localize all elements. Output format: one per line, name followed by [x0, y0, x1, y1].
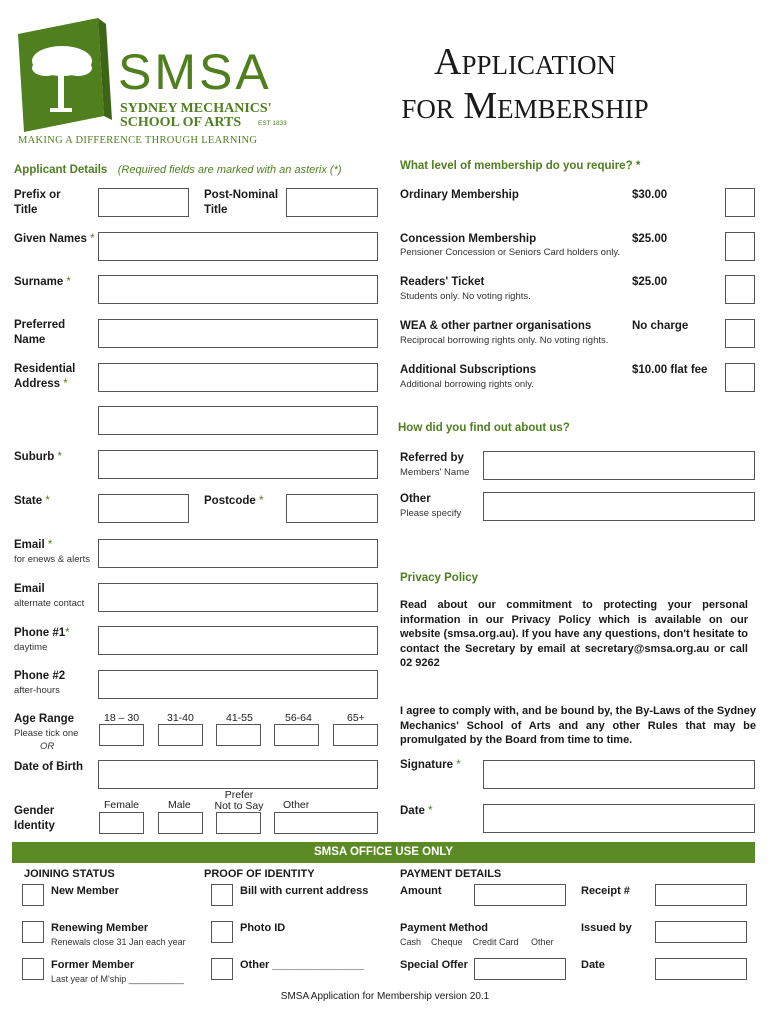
gender-prefer-2: Not to Say [214, 800, 264, 812]
amount-label: Amount [400, 885, 442, 897]
or-text: OR [40, 741, 55, 752]
given-names-text: Given Names [14, 233, 87, 245]
residential-address-input-1[interactable] [98, 363, 378, 392]
dob-input[interactable] [98, 760, 378, 789]
postcode-star: * [258, 495, 264, 507]
age-range-checkbox-3[interactable] [274, 724, 319, 746]
receipt-input[interactable] [655, 884, 747, 906]
age-range-checkbox-2[interactable] [216, 724, 261, 746]
surname-text: Surname [14, 276, 64, 288]
phone1-text: Phone #1 [14, 627, 66, 639]
logo-tagline: MAKING A DIFFERENCE THROUGH LEARNING [18, 135, 258, 146]
renewing-member-checkbox[interactable] [22, 921, 44, 943]
date-star: * [428, 805, 433, 817]
logo-line1: SYDNEY MECHANICS' [120, 101, 272, 116]
surname-input[interactable] [98, 275, 378, 304]
level-desc-4: Additional borrowing rights only. [400, 379, 534, 390]
find-question: How did you find out about us? [398, 422, 570, 434]
date-input[interactable] [483, 804, 755, 833]
email-alt-input[interactable] [98, 583, 378, 612]
surname-label [14, 275, 71, 290]
email-sub: for enews & alerts [14, 554, 91, 565]
state-label [14, 494, 50, 509]
preferred-text-1: Preferred [14, 319, 66, 331]
privacy-text: Read about our commitment to protecting your personal information in our Privacy Policy which is available on our website (smsa.org.au). If you have any questions, don't hesitate to contact the Secretary by email at secretary@smsa.org.au or call 02 9262 [400, 599, 748, 669]
level-checkbox-0[interactable] [725, 188, 755, 217]
receipt-label: Receipt # [581, 885, 630, 897]
logo-smsa: SMSA [118, 44, 272, 100]
email-input[interactable] [98, 539, 378, 568]
state-input[interactable] [98, 494, 189, 523]
email-label [14, 538, 90, 566]
age-range-checkbox-1[interactable] [158, 724, 203, 746]
signature-label [400, 758, 461, 773]
level-checkbox-2[interactable] [725, 275, 755, 304]
residential-text-1: Residential [14, 363, 76, 375]
dob-label: Date of Birth [14, 761, 83, 773]
tree-book-icon [14, 16, 124, 134]
age-range-label-0: 18 – 30 [104, 712, 140, 724]
title-line1: Application [434, 41, 616, 83]
level-checkbox-3[interactable] [725, 319, 755, 348]
state-star: * [45, 495, 50, 507]
find-other-input[interactable] [483, 492, 755, 521]
required-note: (Required fields are marked with an asterix (*) [117, 164, 342, 176]
prefix-label-2: Title [14, 204, 38, 216]
issued-by-input[interactable] [655, 921, 747, 943]
postcode-label [204, 494, 263, 509]
gender-checkbox-prefer[interactable] [216, 812, 261, 834]
prefix-label [14, 188, 61, 218]
postcode-text: Postcode [204, 495, 256, 507]
phone1-sub: daytime [14, 642, 48, 653]
phone2-sub: after-hours [14, 685, 60, 696]
proof-other-label: Other _______________ [240, 959, 365, 971]
referred-label [400, 451, 469, 479]
level-checkbox-1[interactable] [725, 232, 755, 261]
gender-input-other[interactable] [274, 812, 378, 834]
email-alt-text: Email [14, 583, 45, 595]
phone2-text: Phone #2 [14, 670, 66, 682]
renewal-note: Renewals close 31 Jan each year [51, 937, 186, 947]
gender-option-female: Female [104, 799, 140, 811]
level-name-4: Additional Subscriptions [400, 364, 537, 376]
page-title [340, 40, 710, 128]
logo-line2: SCHOOL OF ARTS [120, 115, 242, 130]
gender-text-1: Gender [14, 805, 55, 817]
membership-star: * [635, 160, 641, 172]
find-other-sub: Please specify [400, 508, 462, 519]
age-range-label-1: 31-40 [167, 712, 194, 724]
gender-checkbox-male[interactable] [158, 812, 203, 834]
phone2-input[interactable] [98, 670, 378, 699]
payment-heading: PAYMENT DETAILS [400, 868, 502, 880]
given-names-label [14, 232, 95, 247]
payment-methods: Cash Cheque Credit Card Other [400, 937, 554, 947]
privacy-heading: Privacy Policy [400, 572, 478, 584]
gender-option-male: Male [168, 799, 191, 811]
gender-label [14, 804, 55, 834]
applicant-heading-row [14, 160, 342, 178]
postnominal-label-2: Title [204, 204, 228, 216]
office-date-input[interactable] [655, 958, 747, 980]
level-name-0: Ordinary Membership [400, 189, 519, 201]
age-range-label-2: 41-55 [226, 712, 253, 724]
gender-option-other: Other [283, 799, 310, 811]
payment-method-label: Payment Method [400, 922, 489, 934]
suburb-text: Suburb [14, 451, 55, 463]
age-range-label-3: 56-64 [285, 712, 312, 724]
residential-address-label [14, 362, 75, 392]
issued-by-label: Issued by [581, 922, 632, 934]
postcode-input[interactable] [286, 494, 378, 523]
gender-prefer-1: Prefer [224, 789, 254, 801]
suburb-star: * [57, 451, 62, 463]
former-note: Last year of M'ship ___________ [51, 974, 184, 984]
gender-option-prefer [214, 790, 264, 812]
phone2-label [14, 669, 65, 697]
signature-input[interactable] [483, 760, 755, 789]
find-other-label [400, 492, 461, 520]
referred-sub: Members' Name [400, 467, 470, 478]
level-price-3: No charge [632, 320, 689, 332]
level-price-2: $25.00 [632, 276, 668, 288]
level-desc-1: Pensioner Concession or Seniors Card holders only. [400, 247, 621, 258]
level-name-3: WEA & other partner organisations [400, 320, 592, 332]
age-range-text: Age Range [14, 713, 75, 725]
age-range-label-4: 65+ [347, 712, 365, 724]
suburb-input[interactable] [98, 450, 378, 479]
signature-text: Signature [400, 759, 454, 771]
state-text: State [14, 495, 43, 507]
email-star: * [47, 539, 53, 551]
gender-checkbox-female[interactable] [99, 812, 144, 834]
new-member-label: New Member [51, 885, 119, 897]
logo-est: EST 1833 [258, 120, 287, 127]
given-names-input[interactable] [98, 232, 378, 261]
special-offer-label: Special Offer [400, 959, 468, 971]
age-range-sub: Please tick one [14, 728, 79, 739]
photo-id-label: Photo ID [240, 922, 286, 934]
referred-text: Referred by [400, 452, 464, 464]
bill-checkbox[interactable] [211, 884, 233, 906]
new-member-checkbox[interactable] [22, 884, 44, 906]
age-range-checkbox-4[interactable] [333, 724, 378, 746]
preferred-text-2: Name [14, 334, 46, 346]
prefix-label-1: Prefix or [14, 189, 61, 201]
membership-question [400, 160, 640, 172]
level-price-0: $30.00 [632, 189, 668, 201]
level-name-1: Concession Membership [400, 233, 537, 245]
level-desc-3: Reciprocal borrowing rights only. No voting rights. [400, 335, 609, 346]
find-other-text: Other [400, 493, 431, 505]
preferred-name-label [14, 318, 65, 348]
former-member-label: Former Member [51, 959, 135, 971]
given-star: * [90, 233, 95, 245]
gender-text-2: Identity [14, 820, 55, 832]
photo-id-checkbox[interactable] [211, 921, 233, 943]
former-member-checkbox[interactable] [22, 958, 44, 980]
applicant-heading: Applicant Details [14, 164, 108, 176]
proof-other-checkbox[interactable] [211, 958, 233, 980]
proof-heading: PROOF OF IDENTITY [204, 868, 315, 880]
referred-input[interactable] [483, 451, 755, 480]
bill-label: Bill with current address [240, 885, 369, 897]
age-range-label [14, 712, 78, 753]
logo [14, 16, 294, 148]
agreement-text: I agree to comply with, and be bound by, the By-Laws of the Sydney Mechanics' School of Arts and any other Rules that may be promulgated by the Board from time to time. [400, 705, 756, 746]
postnominal-input[interactable] [286, 188, 378, 217]
office-date-label: Date [581, 959, 605, 971]
special-offer-input[interactable] [474, 958, 566, 980]
residential-text-2: Address [14, 378, 61, 390]
date-text: Date [400, 805, 425, 817]
level-desc-2: Students only. No voting rights. [400, 291, 531, 302]
phone1-star: * [65, 627, 70, 639]
joining-heading: JOINING STATUS [24, 868, 115, 880]
level-price-4: $10.00 flat fee [632, 364, 708, 376]
phone1-input[interactable] [98, 626, 378, 655]
email-alt-sub: alternate contact [14, 598, 85, 609]
residential-address-input-2[interactable] [98, 406, 378, 435]
suburb-label [14, 450, 62, 465]
level-name-2: Readers' Ticket [400, 276, 485, 288]
phone1-label [14, 626, 70, 654]
title-line2: for Membership [401, 85, 649, 127]
signature-star: * [456, 759, 461, 771]
footer: SMSA Application for Membership version 20.1 [280, 991, 490, 1002]
age-range-checkbox-0[interactable] [99, 724, 144, 746]
membership-question-text: What level of membership do you require? [400, 160, 633, 172]
surname-star: * [66, 276, 71, 288]
date-label [400, 804, 433, 819]
postnominal-label-1: Post-Nominal [204, 189, 279, 201]
prefix-input[interactable] [98, 188, 189, 217]
amount-input[interactable] [474, 884, 566, 906]
email-text: Email [14, 539, 45, 551]
level-checkbox-4[interactable] [725, 363, 755, 392]
preferred-name-input[interactable] [98, 319, 378, 348]
postnominal-label [204, 188, 278, 218]
level-price-1: $25.00 [632, 233, 668, 245]
residential-star: * [63, 378, 68, 390]
office-use-banner: SMSA OFFICE USE ONLY [12, 842, 755, 863]
renewing-member-label: Renewing Member [51, 922, 149, 934]
email-alt-label [14, 582, 84, 610]
